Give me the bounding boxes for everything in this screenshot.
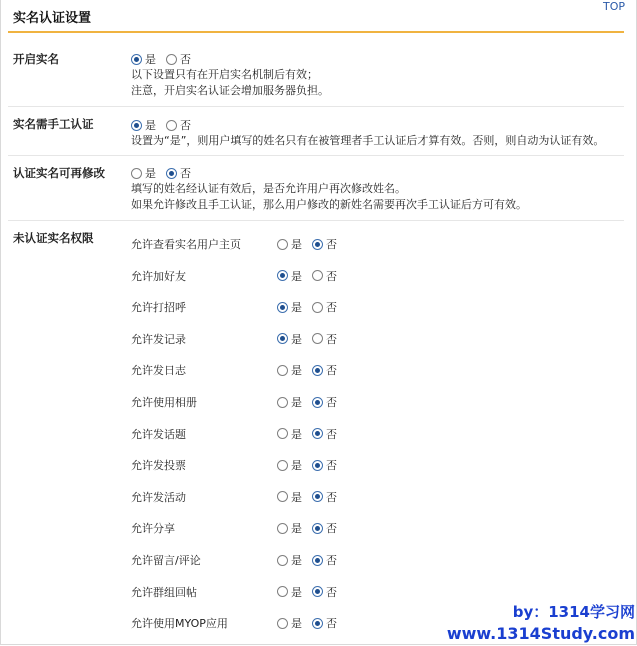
radio-button[interactable] bbox=[312, 460, 323, 471]
radio-option-yes[interactable]: 是 bbox=[277, 394, 302, 410]
radio-option-no[interactable]: 否 bbox=[312, 362, 337, 378]
permission-label: 允许发投票 bbox=[131, 459, 186, 473]
setting-label: 未认证实名权限 bbox=[13, 231, 94, 245]
radio-option-no[interactable]: 否 bbox=[312, 457, 337, 473]
radio-button[interactable] bbox=[277, 555, 288, 566]
radio-button[interactable] bbox=[277, 586, 288, 597]
top-link[interactable]: TOP bbox=[602, 0, 625, 13]
setting-allow-modify bbox=[8, 156, 624, 221]
permission-label: 允许留言/评论 bbox=[131, 554, 201, 567]
radio-button[interactable] bbox=[312, 239, 323, 250]
radio-button[interactable] bbox=[312, 491, 323, 502]
watermark-line: by：1314学习网 bbox=[512, 603, 635, 621]
setting-label: 实名需手工认证 bbox=[13, 117, 94, 131]
radio-option-no[interactable]: 否 bbox=[312, 552, 337, 568]
permission-row bbox=[131, 488, 611, 506]
radio-button[interactable] bbox=[312, 302, 323, 313]
permission-row bbox=[131, 361, 611, 379]
watermark-url: www.1314Study.com bbox=[446, 624, 635, 643]
permission-row bbox=[131, 456, 611, 474]
radio-option-yes[interactable]: 是 bbox=[277, 362, 302, 378]
radio-button[interactable] bbox=[277, 333, 288, 344]
permission-label: 允许发日志 bbox=[131, 364, 186, 378]
radio-group bbox=[131, 117, 604, 133]
permission-row bbox=[131, 235, 611, 253]
radio-button[interactable] bbox=[131, 54, 142, 65]
radio-option-no[interactable]: 否 bbox=[312, 394, 337, 410]
radio-option-yes[interactable]: 是 bbox=[277, 615, 302, 631]
radio-option-no[interactable]: 否 bbox=[166, 51, 191, 67]
permission-label: 允许使用相册 bbox=[131, 396, 197, 409]
radio-option-no[interactable]: 否 bbox=[312, 584, 337, 600]
radio-button[interactable] bbox=[131, 168, 142, 179]
radio-button[interactable] bbox=[131, 120, 142, 131]
radio-group bbox=[131, 165, 527, 181]
permission-label: 允许分享 bbox=[131, 522, 175, 536]
permission-row bbox=[131, 551, 611, 569]
radio-option-yes[interactable]: 是 bbox=[277, 457, 302, 473]
permission-label: 允许加好友 bbox=[131, 269, 186, 283]
permission-row bbox=[131, 519, 611, 537]
radio-option-no[interactable]: 否 bbox=[312, 268, 337, 284]
permission-row bbox=[131, 298, 611, 316]
permission-label: 允许发活动 bbox=[131, 490, 186, 504]
radio-button[interactable] bbox=[166, 120, 177, 131]
permission-label: 允许发话题 bbox=[131, 427, 186, 441]
setting-hint: 注意，开启实名认证会增加服务器负担。 bbox=[131, 84, 329, 97]
setting-enable-realname bbox=[8, 42, 624, 107]
radio-option-yes[interactable]: 是 bbox=[131, 165, 156, 181]
setting-hint: 填写的姓名经认证有效后，是否允许用户再次修改姓名。 bbox=[131, 182, 406, 195]
watermark bbox=[447, 602, 635, 644]
permission-label: 允许使用MYOP应用 bbox=[131, 617, 228, 631]
radio-option-yes[interactable]: 是 bbox=[277, 426, 302, 442]
radio-button[interactable] bbox=[277, 428, 288, 439]
radio-option-no[interactable]: 否 bbox=[166, 165, 191, 181]
unverified-permissions bbox=[8, 221, 624, 643]
radio-option-no[interactable]: 否 bbox=[312, 236, 337, 252]
permission-label: 允许查看实名用户主页 bbox=[131, 238, 241, 251]
page-title: 实名认证设置 bbox=[13, 11, 92, 26]
radio-button[interactable] bbox=[166, 54, 177, 65]
setting-hint: 设置为“是”，则用户填写的姓名只有在被管理者手工认证后才算有效。否则，则自动为认证有效。 bbox=[131, 134, 605, 147]
radio-option-yes[interactable]: 是 bbox=[277, 299, 302, 315]
radio-button[interactable] bbox=[312, 397, 323, 408]
radio-option-yes[interactable]: 是 bbox=[277, 268, 302, 284]
setting-manual-verify bbox=[8, 107, 624, 156]
radio-option-yes[interactable]: 是 bbox=[277, 520, 302, 536]
radio-option-yes[interactable]: 是 bbox=[131, 51, 156, 67]
radio-button[interactable] bbox=[277, 397, 288, 408]
radio-option-no[interactable]: 否 bbox=[166, 117, 191, 133]
permission-label: 允许发记录 bbox=[131, 332, 186, 346]
radio-button[interactable] bbox=[312, 333, 323, 344]
radio-button[interactable] bbox=[277, 460, 288, 471]
radio-button[interactable] bbox=[277, 618, 288, 629]
permission-row bbox=[131, 425, 611, 443]
permission-row bbox=[131, 330, 611, 348]
radio-option-no[interactable]: 否 bbox=[312, 489, 337, 505]
radio-option-yes[interactable]: 是 bbox=[277, 236, 302, 252]
setting-hint: 以下设置只有在开启实名机制后有效； bbox=[131, 68, 318, 81]
permission-row bbox=[131, 583, 611, 601]
radio-button[interactable] bbox=[312, 523, 323, 534]
radio-option-yes[interactable]: 是 bbox=[277, 331, 302, 347]
radio-option-no[interactable]: 否 bbox=[312, 520, 337, 536]
permission-row bbox=[131, 267, 611, 285]
radio-option-yes[interactable]: 是 bbox=[277, 584, 302, 600]
setting-label: 开启实名 bbox=[13, 52, 59, 66]
radio-button[interactable] bbox=[312, 555, 323, 566]
radio-group bbox=[131, 51, 329, 67]
radio-button[interactable] bbox=[312, 428, 323, 439]
title-divider bbox=[8, 31, 624, 33]
radio-option-yes[interactable]: 是 bbox=[277, 489, 302, 505]
radio-button[interactable] bbox=[312, 618, 323, 629]
radio-button[interactable] bbox=[277, 302, 288, 313]
permission-label: 允许群组回帖 bbox=[131, 585, 197, 599]
radio-button[interactable] bbox=[277, 239, 288, 250]
radio-option-yes[interactable]: 是 bbox=[277, 552, 302, 568]
radio-button[interactable] bbox=[312, 365, 323, 376]
radio-button[interactable] bbox=[277, 523, 288, 534]
radio-button[interactable] bbox=[277, 365, 288, 376]
radio-option-no[interactable]: 否 bbox=[312, 426, 337, 442]
setting-label: 认证实名可再修改 bbox=[13, 166, 105, 180]
radio-option-no[interactable]: 否 bbox=[312, 331, 337, 347]
radio-button[interactable] bbox=[312, 270, 323, 281]
radio-button[interactable] bbox=[312, 586, 323, 597]
radio-button[interactable] bbox=[277, 491, 288, 502]
permission-row bbox=[131, 393, 611, 411]
setting-hint: 如果允许修改且手工认证，那么用户修改的新姓名需要再次手工认证后方可有效。 bbox=[131, 198, 527, 211]
radio-option-no[interactable]: 否 bbox=[312, 615, 337, 631]
radio-option-no[interactable]: 否 bbox=[312, 299, 337, 315]
radio-button[interactable] bbox=[277, 270, 288, 281]
permission-label: 允许打招呼 bbox=[131, 301, 186, 315]
radio-button[interactable] bbox=[166, 168, 177, 179]
radio-option-yes[interactable]: 是 bbox=[131, 117, 156, 133]
